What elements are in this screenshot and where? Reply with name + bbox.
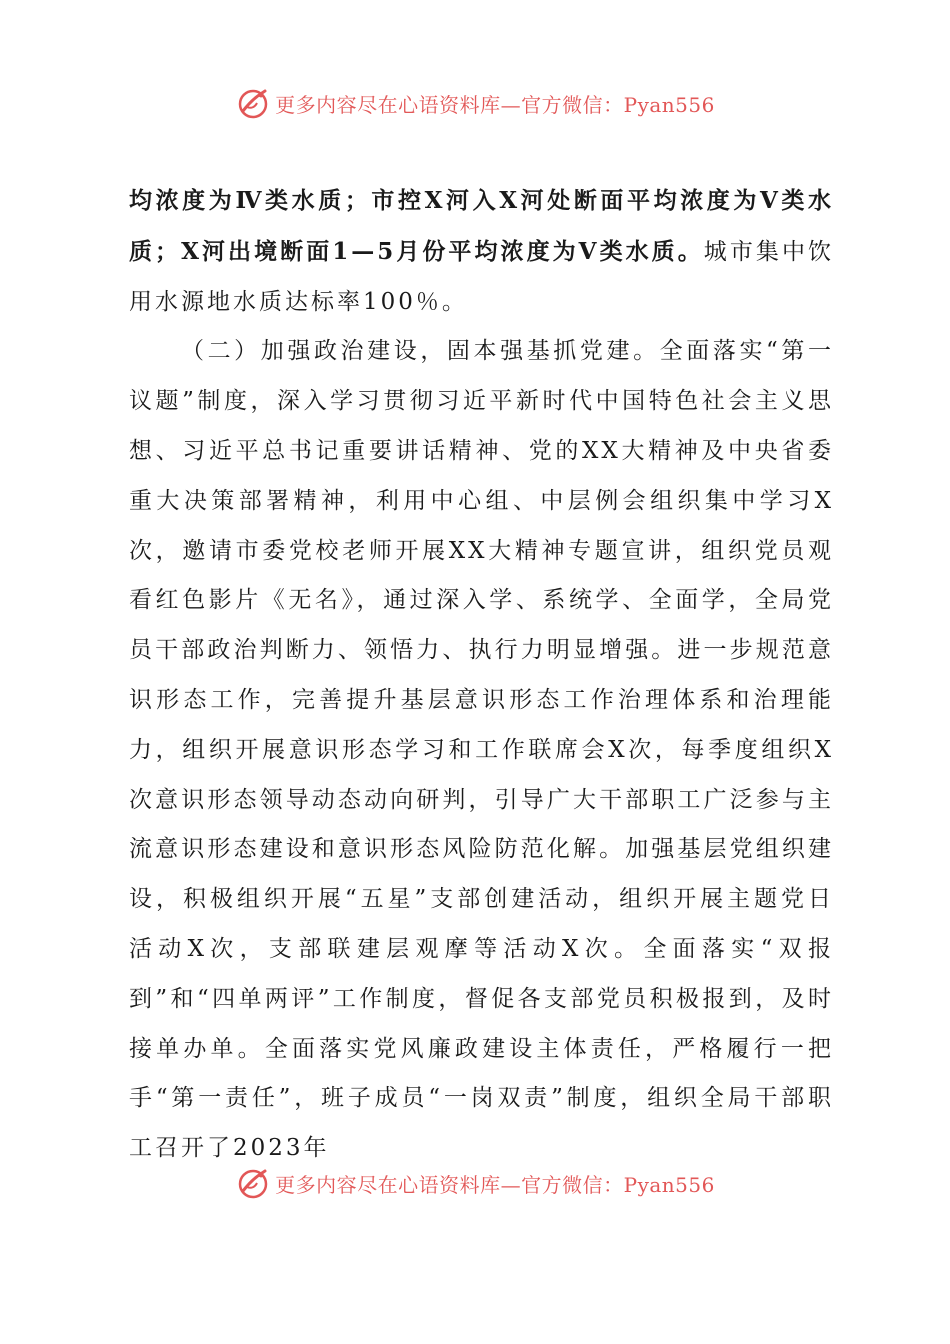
paragraph-1 [129,176,834,327]
paragraph-1-bold: 均浓度为Ⅳ类水质；市控Ⅹ河入Ⅹ河处断面平均浓度为Ⅴ类水质；Ⅹ河出境断面1—5月份平均浓度为Ⅴ类水质。 [129,187,834,265]
watermark-banner-top [0,83,950,123]
paragraph-2: （二）加强政治建设，固本强基抓党建。全面落实“第一议题”制度，深入学习贯彻习近平新时代中国特色社会主义思想、习近平总书记重要讲话精神、党的XX大精神及中央省委重大决策部署精神，利用中心组、中层例会组织集中学习Ⅹ次，邀请市委党校老师开展XX大精神专题宣讲，组织党员观看红色影片《无名》，通过深入学、系统学、全面学，全局党员干部政治判断力、领悟力、执行力明显增强。进一步规范意识形态工作，完善提升基层意识形态工作治理体系和治理能力，组织开展意识形态学习和工作联席会Ⅹ次，每季度组织Ⅹ次意识形态领导动态动向研判，引导广大干部职工广泛参与主流意识形态建设和意识形态风险防范化解。加强基层党组织建设，积极组织开展“五星”支部创建活动，组织开展主题党日活动Ⅹ次，支部联建层观摩等活动Ⅹ次。全面落实“双报到”和“四单两评”工作制度，督促各支部党员积极报到，及时接单办单。全面落实党风廉政建设主体责任，严格履行一把手“第一责任”，班子成员“一岗双责”制度，组织全局干部职工召开了2023年 [129,338,834,1162]
document-body [129,176,834,1174]
pen-logo-icon [235,85,271,121]
paragraph-1-rest: 城市集中饮用水源地水质达标率100％。 [129,238,835,315]
watermark-text: 更多内容尽在心语资料库—官方微信：Pyan556 [275,1172,715,1197]
watermark-banner-bottom [0,1163,950,1203]
pen-logo-icon [235,1165,271,1201]
watermark-text: 更多内容尽在心语资料库—官方微信：Pyan556 [275,92,715,117]
